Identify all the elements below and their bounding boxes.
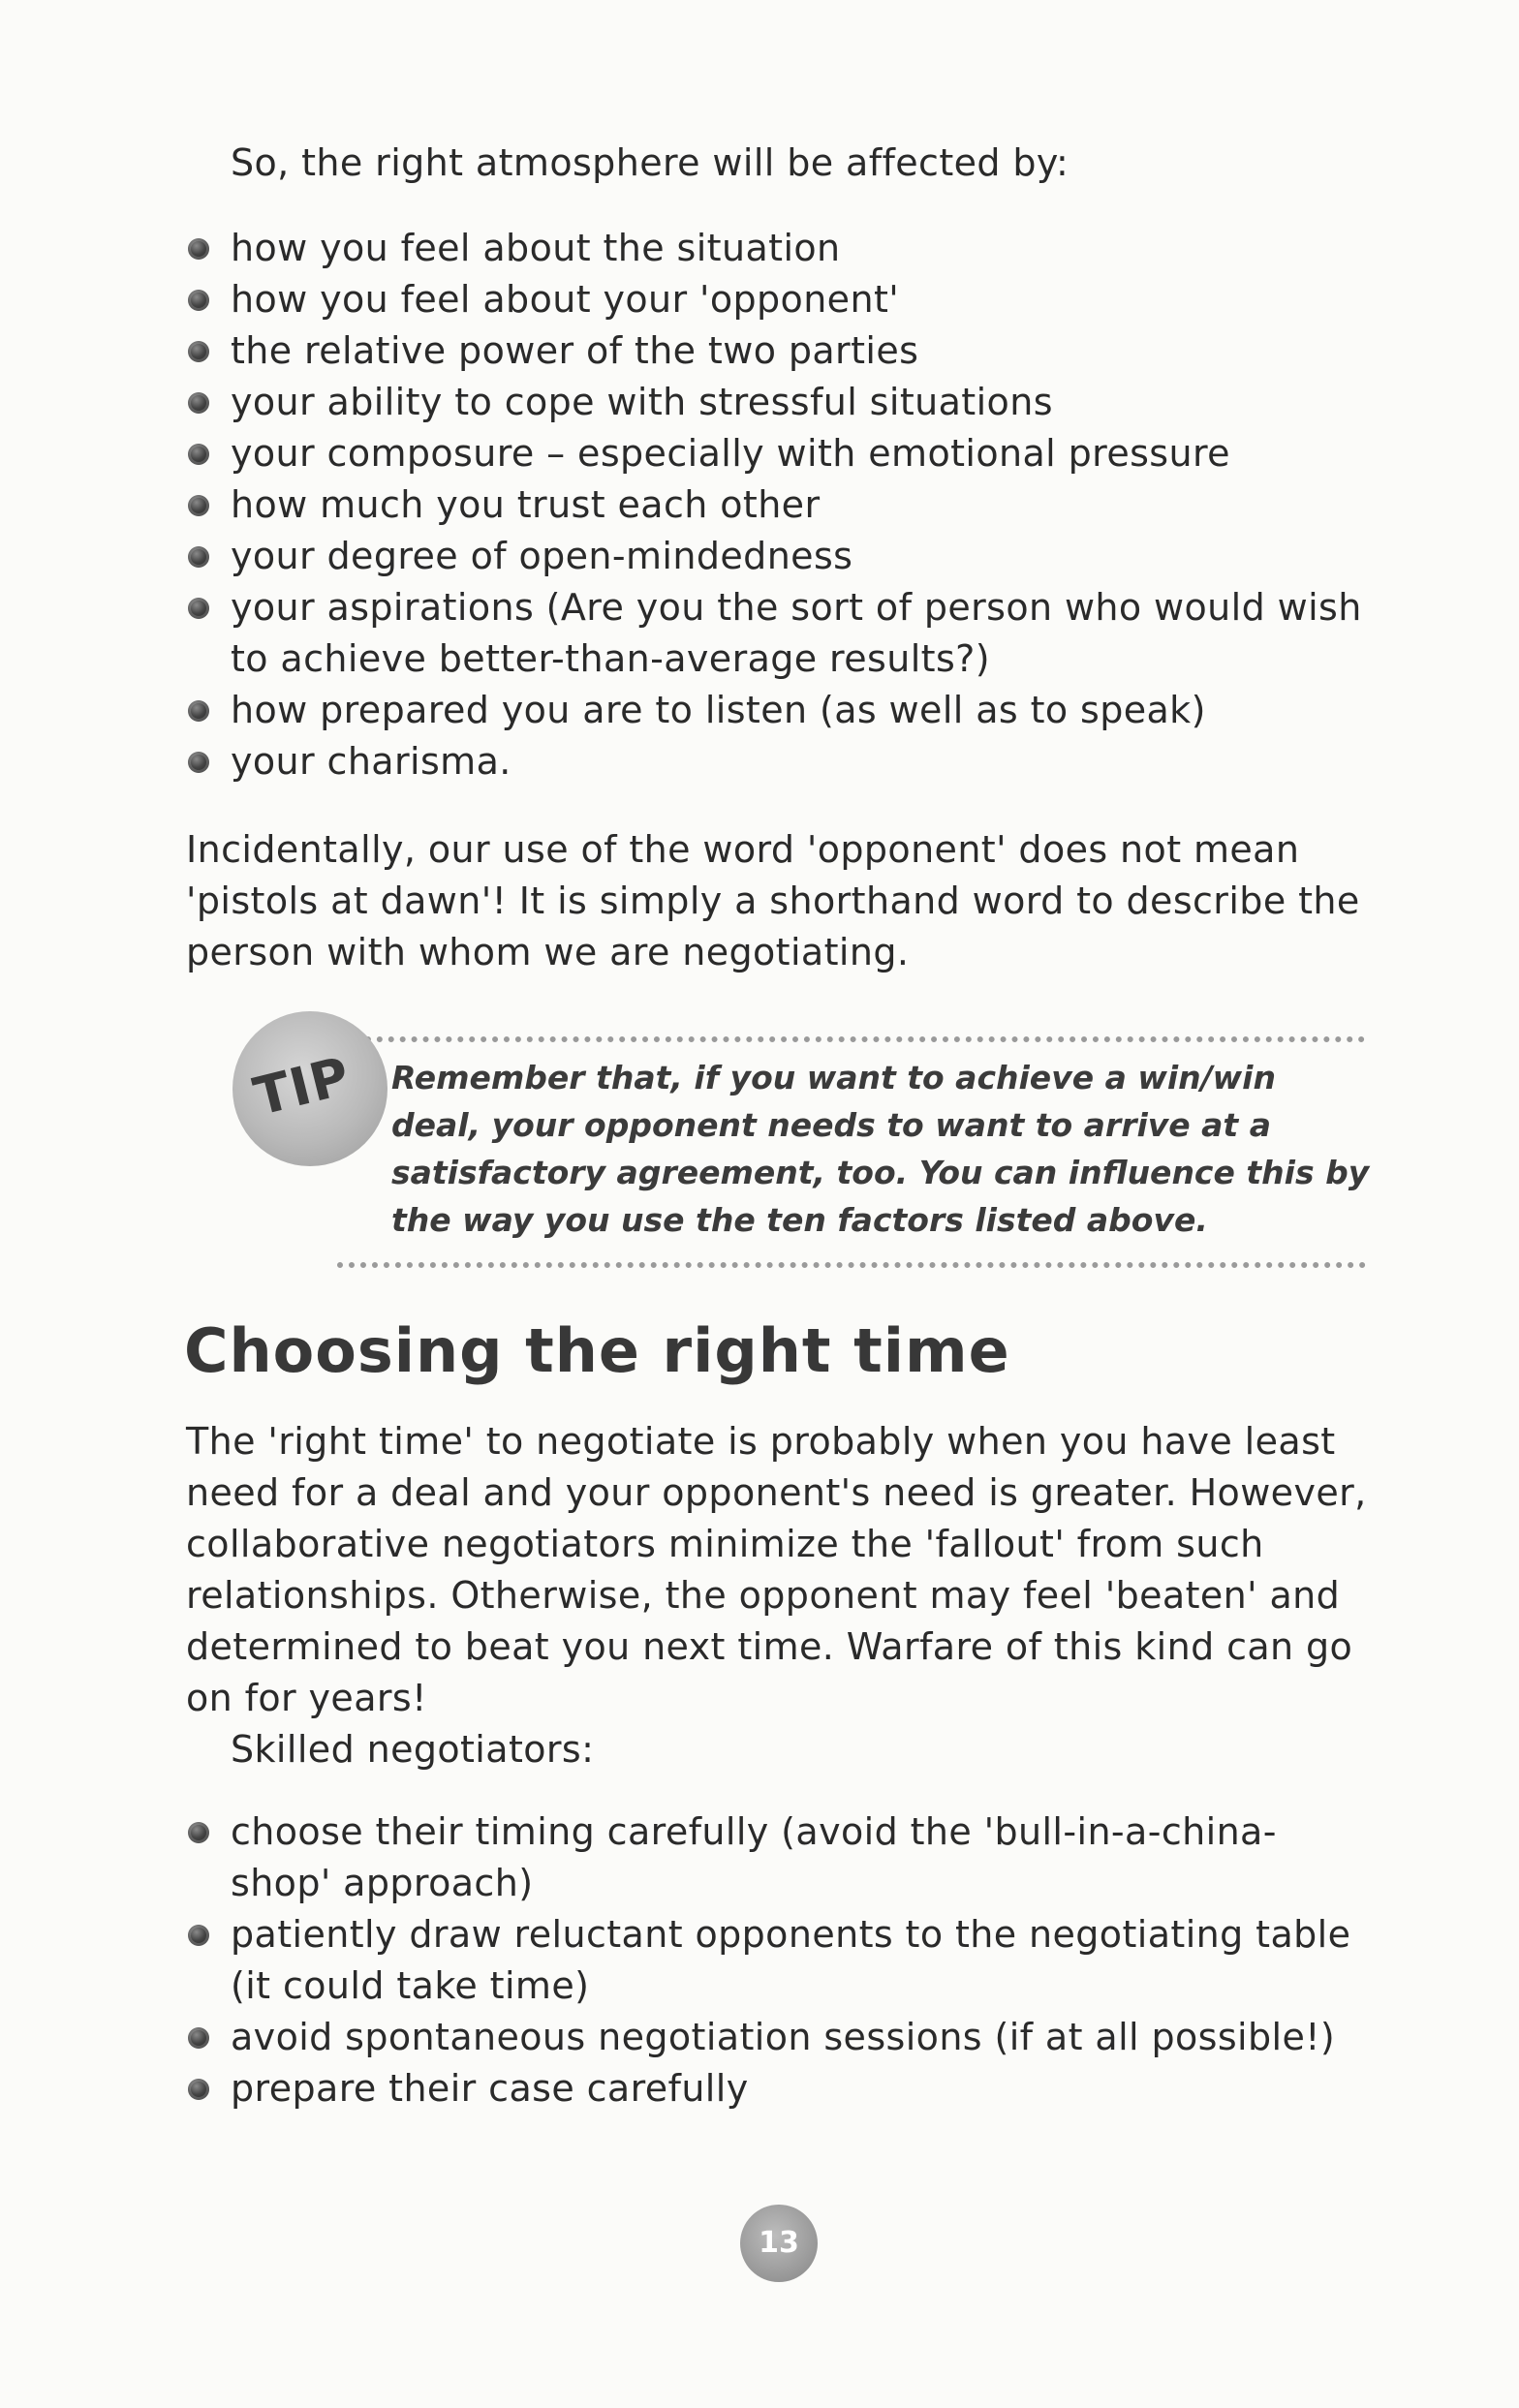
list-item-text: avoid spontaneous negotiation sessions (if at all possible!) — [231, 2016, 1336, 2058]
list-item — [186, 325, 1368, 377]
page-number: 13 — [740, 2205, 818, 2282]
bullet-icon — [188, 2079, 209, 2100]
factor-list — [186, 223, 1368, 787]
tip-divider-top — [354, 1036, 1365, 1042]
list-item-text: your composure – especially with emotional pressure — [231, 432, 1230, 475]
bullet-icon — [188, 290, 209, 311]
bullet-icon — [188, 392, 209, 414]
bullet-icon — [188, 752, 209, 773]
tip-label: TIP — [247, 1044, 356, 1128]
list-item — [186, 274, 1368, 325]
list-item-text: how much you trust each other — [231, 483, 821, 526]
bullet-icon — [188, 700, 209, 722]
list-item-text: prepare their case carefully — [231, 2067, 749, 2110]
section-heading: Choosing the right time — [184, 1315, 1010, 1386]
tip-text: Remember that, if you want to achieve a win/win deal, your opponent needs to want to arrive at a satisfactory agreement, too. You can influence this by the way you use the ten factors listed above. — [391, 1059, 1370, 1239]
list-item-text: how you feel about the situation — [231, 227, 841, 269]
list-item — [186, 1806, 1368, 1909]
intro-text: So, the right atmosphere will be affected by: — [231, 141, 1070, 184]
bullet-icon — [188, 444, 209, 465]
bullet-icon — [188, 1822, 209, 1843]
list-item — [186, 428, 1368, 479]
list-item — [186, 685, 1368, 736]
skilled-list — [186, 1806, 1368, 2115]
list-item-text: the relative power of the two parties — [231, 329, 919, 372]
list-item-text: patiently draw reluctant opponents to the negotiating table (it could take time) — [231, 1913, 1351, 2007]
tip-divider-bottom — [337, 1262, 1366, 1268]
section-body: The 'right time' to negotiate is probably when you have least need for a deal and your opponent's need is greater. However, collaborative negotiators minimize the 'fallout' from such relationships. Otherwise, the opponent may feel 'beaten' and determined to beat you next time. Warfare of this kind can go on for years! — [186, 1420, 1367, 1719]
list-item — [186, 2063, 1368, 2115]
list-item — [186, 736, 1368, 787]
incidentally-paragraph: Incidentally, our use of the word 'opponent' does not mean 'pistols at dawn'! It is simply a shorthand word to describe the person with whom we are negotiating. — [186, 828, 1360, 973]
skilled-intro: Skilled negotiators: — [231, 1728, 595, 1771]
bullet-icon — [188, 238, 209, 260]
list-item-text: your aspirations (Are you the sort of person who would wish to achieve better-than-average results?) — [231, 586, 1362, 680]
list-item-text: choose their timing carefully (avoid the 'bull-in-a-china-shop' approach) — [231, 1810, 1277, 1904]
bullet-icon — [188, 2027, 209, 2049]
list-item — [186, 377, 1368, 428]
list-item — [186, 479, 1368, 531]
bullet-icon — [188, 495, 209, 516]
list-item-text: your charisma. — [231, 740, 512, 783]
list-item — [186, 2012, 1368, 2063]
list-item — [186, 1909, 1368, 2012]
list-item-text: how prepared you are to listen (as well as to speak) — [231, 689, 1206, 731]
bullet-icon — [188, 598, 209, 619]
bullet-icon — [188, 546, 209, 568]
list-item — [186, 531, 1368, 582]
list-item — [186, 582, 1368, 685]
bullet-icon — [188, 1925, 209, 1946]
list-item-text: your degree of open-mindedness — [231, 535, 853, 577]
list-item-text: your ability to cope with stressful situations — [231, 381, 1053, 423]
list-item-text: how you feel about your 'opponent' — [231, 278, 900, 321]
list-item — [186, 223, 1368, 274]
bullet-icon — [188, 341, 209, 362]
